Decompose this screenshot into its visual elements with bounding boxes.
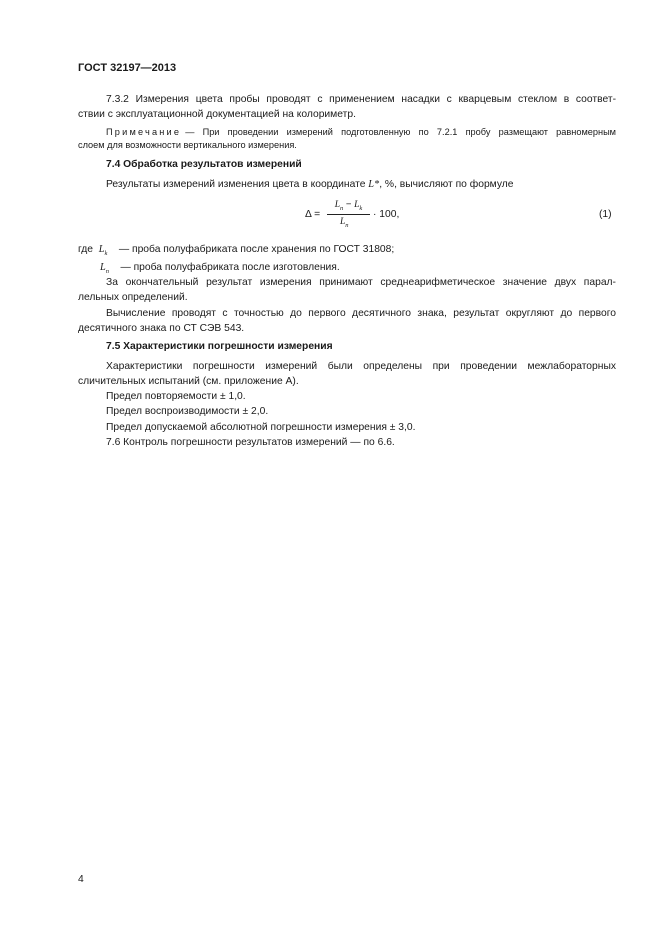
paragraph-line: 7.3.2 Измерения цвета пробы проводят с применением насадки с кварцевым стеклом в соответ- xyxy=(106,94,616,105)
section-heading-7-4: 7.4 Обработка результатов измерений xyxy=(106,159,302,170)
formula-multiplier: · 100, xyxy=(373,209,400,220)
def: — проба полуфабриката после изготовления. xyxy=(120,262,340,273)
sub: k xyxy=(359,204,363,212)
paragraph-line: Характеристики погрешности измерений были определены при проведении межлабораторных xyxy=(106,361,616,372)
paragraph-line: десятичного знака по СТ СЭВ 543. xyxy=(78,323,245,334)
paragraph-line: За окончательный результат измерения принимают среднеарифметическое значение двух парал- xyxy=(106,277,616,288)
limit-line: Предел воспроизводимости ± 2,0. xyxy=(106,406,269,417)
symbol: L* xyxy=(368,179,380,190)
var: L xyxy=(340,217,346,227)
op: − xyxy=(343,199,355,210)
def: — проба полуфабриката после хранения по ГОСТ 31808; xyxy=(118,244,395,255)
text: , %, вычисляют по формуле xyxy=(379,179,514,190)
text: Результаты измерений изменения цвета в координате xyxy=(106,179,369,190)
note-text: — При проведении измерений подготовленную по 7.2.1 пробу размещают равномерным xyxy=(185,127,616,137)
var: L xyxy=(100,262,106,273)
formula-lhs: Δ = xyxy=(305,209,321,220)
limit-line: Предел повторяемости ± 1,0. xyxy=(106,391,246,402)
sub: k xyxy=(104,250,108,258)
note-line: слоем для возможности вертикального измерения. xyxy=(78,140,297,150)
page-number: 4 xyxy=(78,874,84,885)
limit-line: 7.6 Контроль погрешности результатов измерений — по 6.6. xyxy=(106,437,395,448)
limit-line: Предел допускаемой абсолютной погрешности измерения ± 3,0. xyxy=(106,422,416,433)
paragraph-line: Вычисление проводят с точностью до первого десятичного знака, результат округляют до первого xyxy=(106,308,616,319)
paragraph-line: сличительных испытаний (см. приложение А). xyxy=(78,376,299,387)
sub: n xyxy=(345,221,349,229)
paragraph-line: ствии с эксплуатационной документацией на колориметр. xyxy=(78,109,356,120)
sub: n xyxy=(105,268,109,276)
note-line xyxy=(106,126,616,139)
formula-number: (1) xyxy=(599,209,612,220)
section-heading-7-5: 7.5 Характеристики погрешности измерения xyxy=(106,341,333,352)
paragraph-line: лельных определений. xyxy=(78,292,188,303)
document-header: ГОСТ 32197—2013 xyxy=(78,62,177,74)
sub: n xyxy=(340,204,344,212)
note-label: Примечание xyxy=(106,127,182,137)
where: где xyxy=(78,244,94,255)
definition-k xyxy=(78,243,616,260)
var: L xyxy=(354,200,360,210)
paragraph-line xyxy=(106,178,616,191)
var: L xyxy=(334,200,341,210)
var: L xyxy=(98,244,105,255)
